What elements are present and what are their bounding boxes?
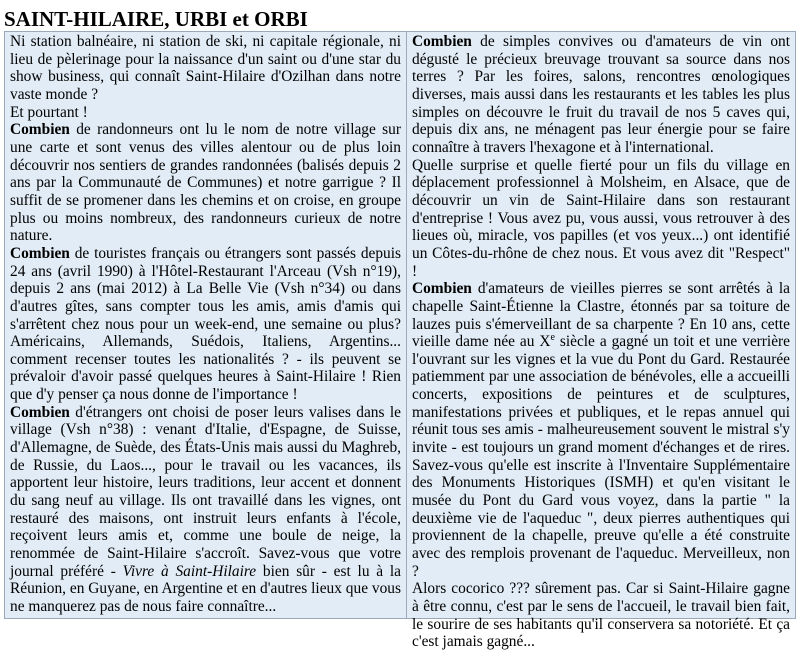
- paragraph-lead: Combien: [412, 280, 472, 298]
- paragraph-lead: Combien: [412, 33, 472, 50]
- left-column: [5, 32, 407, 618]
- paragraph-text: d'amateurs de vieilles pierres se sont arrêtés à la chapelle Saint-Étienne la Clastre, étonnés par sa toiture de lauzes puis s'émerveillant de sa charpente ? En 10 ans, cette vieille dame née au X: [412, 280, 790, 351]
- intro-paragraph: Ni station balnéaire, ni station de ski, ni capitale régionale, ni lieu de pèlerinage pour la naissance d'un saint ou d'une star du show business, qui connaît Saint-Hilaire d'Ozilhan dans notre vaste monde ?: [10, 33, 401, 103]
- paragraph-tail: bien sûr - est lu à la Réunion, en Guyane, en Argentine et en d'autres lieux que vous ne manquerez pas de nous faire connaître...: [10, 562, 402, 615]
- paragraph-text: d'étrangers ont choisi de poser leurs valises dans le village (Vsh n°38) : venant d'Italie, d'Espagne, de Suisse, d'Allemagne, de Suède, des États-Unis mais aussi du Maghreb, de Russie, du Laos..., pour le travail ou les vacances, ils apportent leur histoire, leurs traditions, leur accent et donnent du sang neuf au village. Ils ont travaillé dans les vignes, ont restauré des maisons, ont instruit leurs enfants à l'école, reçoivent leurs amis et, comme une boule de neige, la renommée de Saint-Hilaire s'accroît. Savez-vous que votre journal préféré -: [10, 403, 401, 580]
- paragraph-text-continued: siècle a gagné un toit et une verrière l'ouvrant sur les vignes et la vue du Pont du Gard. Restaurée patiemment par une association de bénévoles, elle a accueilli concerts, expositions de peintures et de sculptures, manifestations privées et publiques, et le repas annuel qui réunit tous ses amis - malheureusement souvent le mistral s'y invite - est toujours un grand moment d'échanges et de rires. Savez-vous qu'elle est inscrite à l'Inventaire Supplémentaire des Monuments Historiques (ISMH) et qu'en visitant le musée du Pont du Gard vous voyez, dans la partie " la deuxième vie de l'aqueduc ", deux pierres authentiques qui proviennent de la chapelle, preuve qu'elle a été construite avec des remplois provenant de l'aqueduc. Merveilleux, non ?: [412, 333, 790, 580]
- tourists-paragraph: [10, 245, 401, 404]
- wine-paragraph: [412, 33, 790, 157]
- paragraph-text: de randonneurs ont lu le nom de notre village sur une carte et sont venus des villes alentour ou de plus loin découvrir nos sentiers de grandes randonnées (balisés depuis 2 ans par la Communauté de Communes) et notre garrigue ? Il suffit de se promener dans les chemins et on croise, en groupe plus ou moins nombreux, des randonneurs curieux de notre nature.: [10, 121, 401, 245]
- century-superscript: e: [550, 332, 555, 344]
- hikers-paragraph: [10, 121, 401, 245]
- paragraph-text: de touristes français ou étrangers sont passés depuis 24 ans (avril 1990) à l'Hôtel-Restaurant l'Arceau (Vsh n°19), depuis 2 ans (mai 2012) à La Belle Vie (Vsh n°34) ou dans d'autres gîtes, sans compter tous les amis, amis d'amis qui s'arrêtent chez nous pour un week-end, une semaine ou plus? Américains, Allemands, Suédois, Italiens, Argentins... comment recenser toutes les nationalités ? - ils peuvent se prévaloir d'avoir passé quelques heures à Saint-Hilaire ! Rien que d'y penser ça nous donne de l'importance !: [10, 244, 401, 404]
- foreigners-paragraph: [10, 404, 401, 616]
- paragraph-text: de simples convives ou d'amateurs de vin ont dégusté le précieux breuvage trouvant sa source dans nos terres ? Par les foires, salons, rencontres œnologiques diverses, mais aussi dans les restaurants et les tables les plus simples on découvre le fruit du travail de nos 5 caves qui, depuis dix ans, ne ménagent pas leur énergie pour se faire connaître à travers l'hexagone et à l'international.: [412, 33, 790, 156]
- paragraph-lead: Combien: [10, 403, 70, 421]
- alsace-paragraph: Quelle surprise et quelle fierté pour un fils du village en déplacement professionnel à Molsheim, en Alsace, que de découvrir un vin de Saint-Hilaire dans son restaurant d'entreprise ! Vous avez pu, vous aussi, vous retrouver à des lieues où, miracle, vos papilles (et vos yeux...) ont identifié un Côtes-du-rhône de chez nous. Et vous avez dit "Respect" !: [412, 156, 790, 280]
- page-title: SAINT-HILAIRE, URBI et ORBI: [4, 7, 308, 31]
- article-body: [4, 31, 796, 651]
- journal-name: Vivre à Saint-Hilaire: [122, 562, 257, 580]
- paragraph-lead: Combien: [10, 244, 70, 262]
- right-column: [407, 32, 795, 651]
- paragraph-lead: Combien: [10, 121, 70, 139]
- conclusion-paragraph: Alors cocorico ??? sûrement pas. Car si Saint-Hilaire gagne à être connu, c'est par le sens de l'accueil, le travail bien fait, le sourire de ses habitants qu'il conservera sa notoriété. Et ça c'est jamais gagné...: [412, 580, 790, 651]
- chapel-paragraph: [412, 280, 790, 580]
- exclamation-paragraph: Et pourtant !: [10, 103, 88, 121]
